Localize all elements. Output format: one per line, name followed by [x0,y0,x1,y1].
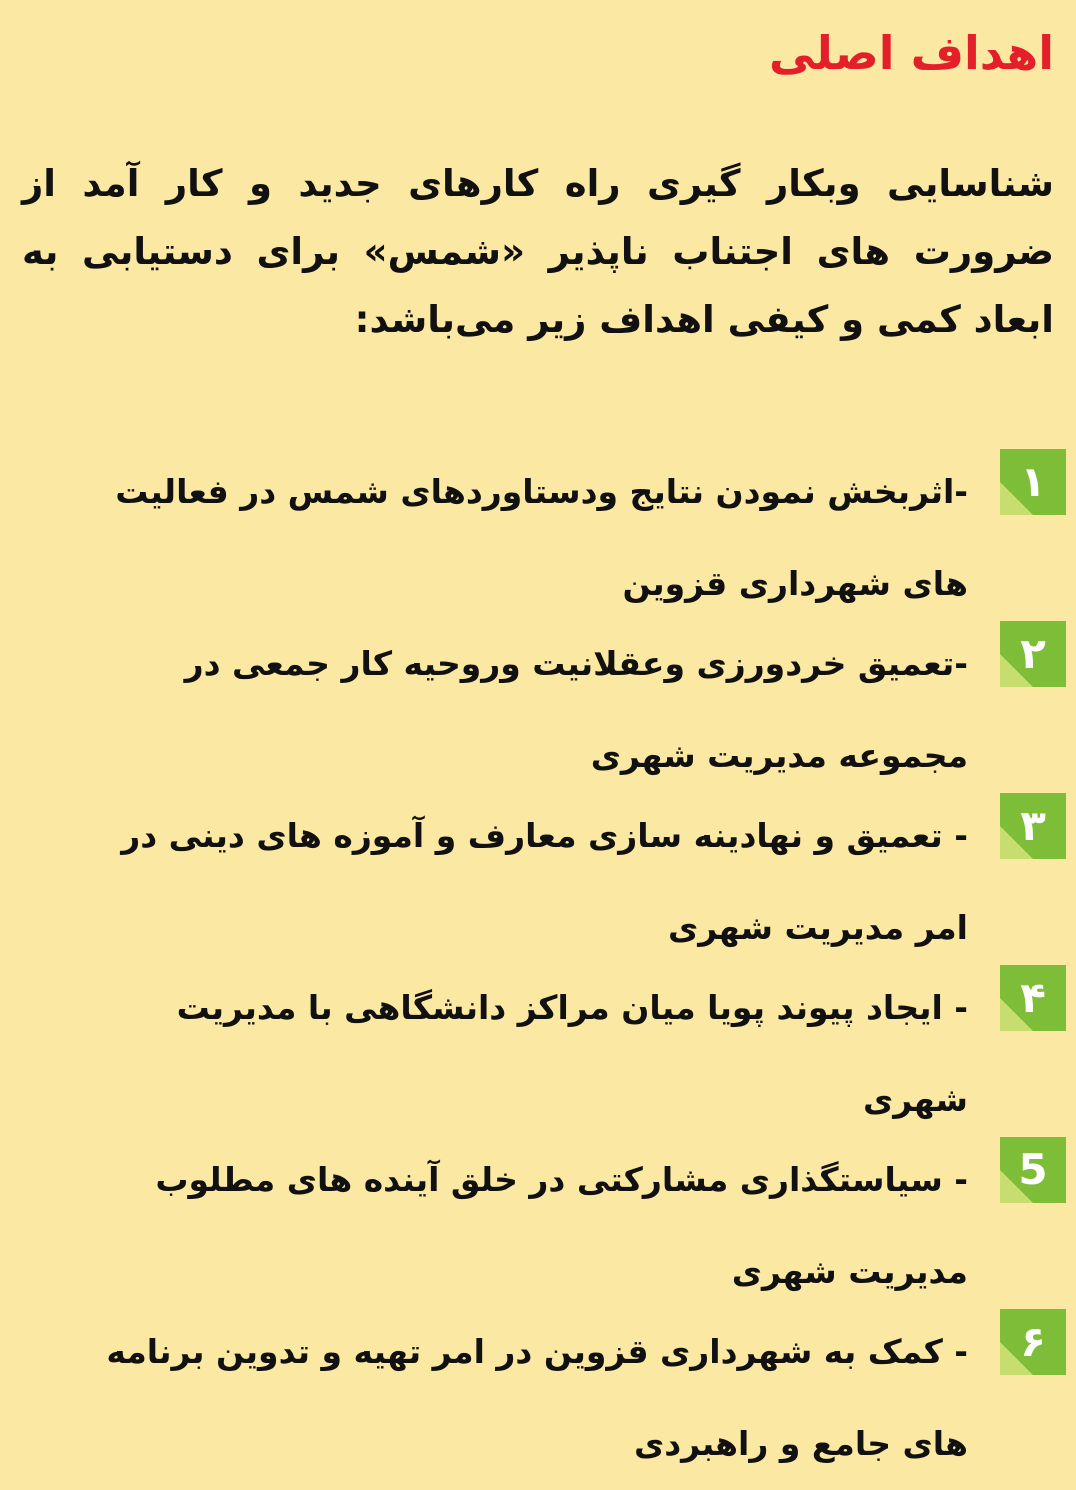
goal-number: ۶ [1020,1317,1046,1366]
goal-number: ۳ [1020,801,1046,850]
goal-number: ۲ [1020,629,1046,678]
goal-item-5 [0,1134,1076,1318]
intro-paragraph: شناسایی وبکار گیری راه کارهای جدید و کار آمد از ضرورت های اجتناب ناپذیر «شمس» برای دستیابی به ابعاد کمی و کیفی اهداف زیر می‌باشد: [22,162,1054,341]
goal-number-badge [1000,965,1066,1031]
goal-text: - ایجاد پیوند پویا میان مراکز دانشگاهی با مدیریت شهری [176,988,968,1119]
goal-text: -تعمیق خردورزی وعقلانیت وروحیه کار جمعی در مجموعه مدیریت شهری [184,644,968,775]
goal-text: - سیاستگذاری مشارکتی در خلق آینده های مطلوب مدیریت شهری [155,1160,968,1291]
goal-number-badge [1000,1309,1066,1375]
goal-text: - کمک به شهرداری قزوین در امر تهیه و تدوین برنامه های جامع و راهبردی [106,1332,968,1463]
goal-number-badge [1000,621,1066,687]
goal-number-badge [1000,449,1066,515]
goals-list [0,446,1076,1490]
goal-item-3 [0,790,1076,974]
goal-number: 5 [1018,1145,1048,1194]
goal-item-1 [0,446,1076,630]
goal-text: -اثربخش نمودن نتایج ودستاوردهای شمس در فعالیت های شهرداری قزوین [115,472,968,603]
goal-number-badge [1000,793,1066,859]
goal-text: - تعمیق و نهادینه سازی معارف و آموزه های دینی در امر مدیریت شهری [121,816,968,947]
goal-item-6 [0,1306,1076,1490]
goal-number: ۴ [1020,973,1046,1022]
goal-number-badge [1000,1137,1066,1203]
goal-number: ۱ [1020,457,1046,506]
page-title: اهداف اصلی [769,26,1054,80]
goal-item-4 [0,962,1076,1146]
goal-item-2 [0,618,1076,802]
